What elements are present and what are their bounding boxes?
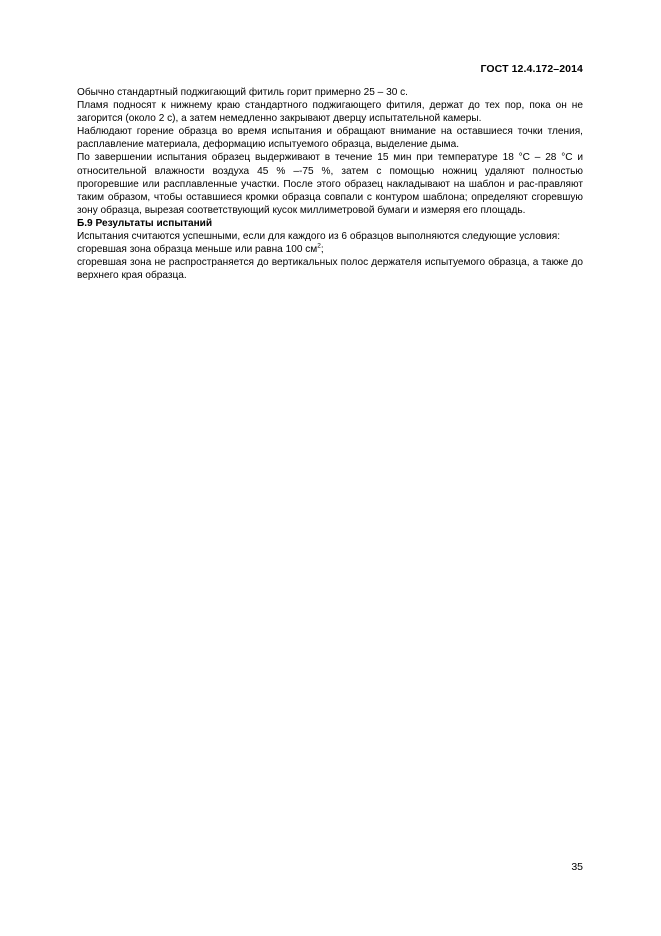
paragraph-wick-burn-time <box>77 86 583 99</box>
paragraph-text: По завершении испытания образец выдерживают в течение 15 мин при температуре 18 °С – 28 °С и относительной влажности воздуха 45 % –-75 %, затем с помощью ножниц удаляют полностью прогоревшие или расплавленные участки. После этого образец накладывают на шаблон и рас-правляют таким образом, чтобы оставшиеся кромки образца совпали с контуром шаблона; определяют сгоревшую зону образца, вырезая соответствующий кусок миллиметровой бумаги и измеряя его площадь. <box>77 152 583 216</box>
paragraph-success-conditions <box>77 230 583 243</box>
paragraph-flame-ignition <box>77 99 583 125</box>
paragraph-condition-area <box>77 243 583 256</box>
paragraph-text: сгоревшая зона образца меньше или равна 100 см <box>77 244 318 256</box>
page-number: 35 <box>571 861 583 873</box>
document-body <box>77 86 583 282</box>
document-id-header: ГОСТ 12.4.172–2014 <box>480 63 583 75</box>
section-title-results: Б.9 Результаты испытаний <box>77 217 213 229</box>
paragraph-text: Обычно стандартный поджигающий фитиль горит примерно 25 – 30 с. <box>77 87 408 98</box>
paragraph-text: Испытания считаются успешными, если для каждого из 6 образцов выполняются следующие условия: <box>77 231 561 243</box>
paragraph-observation <box>77 125 583 151</box>
superscript-2: 2 <box>317 242 321 250</box>
paragraph-text: Пламя подносят к нижнему краю стандартного поджигающего фитиля, держат до тех пор, пока он не загорится (около 2 с), а затем немедленно закрывают дверцу испытательной камеры. <box>77 100 583 125</box>
paragraph-conditioning <box>77 151 583 216</box>
paragraph-text: Наблюдают горение образца во время испытания и обращают внимание на оставшиеся точки тления, расплавление материала, деформацию испытуемого образца, выделение дыма. <box>77 126 583 151</box>
paragraph-text-end: ; <box>320 244 324 256</box>
paragraph-text: сгоревшая зона не распространяется до вертикальных полос держателя испытуемого образца, а также до верхнего края образца. <box>77 257 583 282</box>
paragraph-condition-spread <box>77 256 583 282</box>
